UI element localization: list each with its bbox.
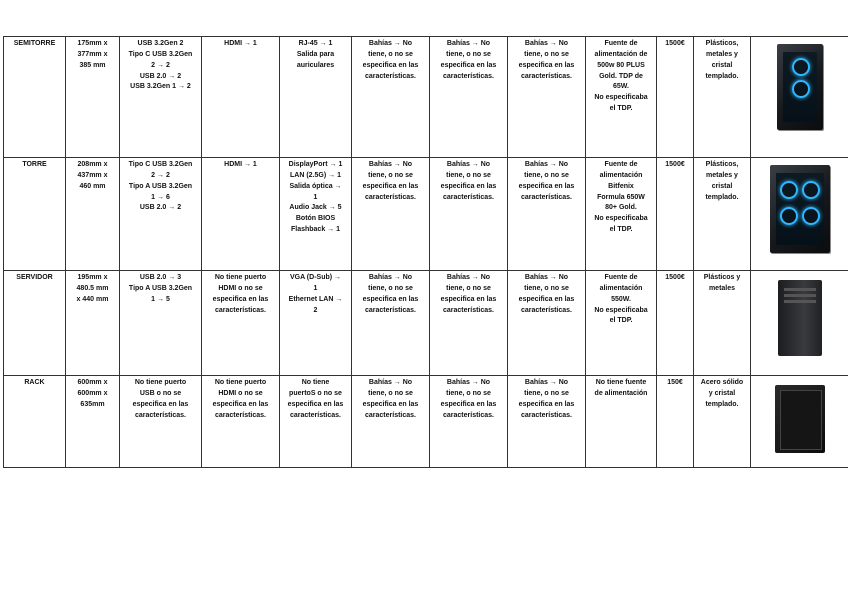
dimensions-cell: 208mm x 437mm x 460 mm — [66, 158, 120, 271]
product-image-cell — [751, 376, 848, 468]
case-type-cell: SEMITORRE — [4, 37, 66, 158]
power-supply-cell: Fuente de alimentación de 500w 80 PLUS Gold. TDP de 65W. No especificaba el TDP. — [586, 37, 657, 158]
other-ports-cell: DisplayPort → 1 LAN (2.5G) → 1 Salida óptica → 1 Audio Jack → 5 Botón BIOS Flashback → 1 — [280, 158, 352, 271]
rack-cabinet-image — [775, 385, 825, 453]
bays-cell: Bahías → No tiene, o no se especifica en las características. — [508, 37, 586, 158]
fan-icon — [792, 80, 810, 98]
bays-cell: Bahías → No tiene, o no se especifica en las características. — [430, 271, 508, 376]
case-glass-panel — [776, 173, 824, 245]
bays-cell: Bahías → No tiene, o no se especifica en las características. — [508, 158, 586, 271]
bays-cell: Bahías → No tiene, o no se especifica en las características. — [508, 271, 586, 376]
case-glass-panel — [783, 52, 817, 122]
product-image-cell — [751, 37, 848, 158]
dimensions-cell: 175mm x 377mm x 385 mm — [66, 37, 120, 158]
price-cell: 1500€ — [657, 271, 694, 376]
bays-cell: Bahías → No tiene, o no se especifica en las características. — [352, 158, 430, 271]
case-type-cell: SERVIDOR — [4, 271, 66, 376]
materials-cell: Plásticos y metales — [694, 271, 751, 376]
server-case-image — [778, 280, 822, 356]
drive-bay-icon — [784, 294, 816, 297]
fan-icon — [780, 207, 798, 225]
bays-cell: Bahías → No tiene, o no se especifica en las características. — [352, 376, 430, 468]
bays-cell: Bahías → No tiene, o no se especifica en las características. — [430, 376, 508, 468]
hdmi-cell: No tiene puerto HDMI o no se especifica en las características. — [202, 376, 280, 468]
table-row — [4, 376, 848, 468]
materials-cell: Plásticos, metales y cristal templado. — [694, 37, 751, 158]
bays-cell: Bahías → No tiene, o no se especifica en las características. — [352, 37, 430, 158]
semitower-case-image — [777, 44, 823, 130]
usb-ports-cell: USB 2.0 → 3 Tipo A USB 3.2Gen 1 → 5 — [120, 271, 202, 376]
other-ports-cell: RJ-45 → 1 Salida para auriculares — [280, 37, 352, 158]
usb-ports-cell: Tipo C USB 3.2Gen 2 → 2 Tipo A USB 3.2Gen 1 → 6 USB 2.0 → 2 — [120, 158, 202, 271]
dimensions-cell: 195mm x 480.5 mm x 440 mm — [66, 271, 120, 376]
other-ports-cell: VGA (D-Sub) → 1 Ethernet LAN → 2 — [280, 271, 352, 376]
case-type-cell: RACK — [4, 376, 66, 468]
drive-bay-icon — [784, 300, 816, 303]
table-row — [4, 37, 848, 158]
materials-cell: Acero sólido y cristal templado. — [694, 376, 751, 468]
rack-door — [780, 390, 822, 450]
spec-table — [3, 36, 848, 468]
fan-icon — [792, 58, 810, 76]
fan-icon — [780, 181, 798, 199]
case-type-cell: TORRE — [4, 158, 66, 271]
bays-cell: Bahías → No tiene, o no se especifica en las características. — [352, 271, 430, 376]
power-supply-cell: No tiene fuente de alimentación — [586, 376, 657, 468]
bays-cell: Bahías → No tiene, o no se especifica en las características. — [508, 376, 586, 468]
other-ports-cell: No tiene puertoS o no se especifica en las características. — [280, 376, 352, 468]
product-image-cell — [751, 158, 848, 271]
hdmi-cell: HDMI → 1 — [202, 158, 280, 271]
usb-ports-cell: USB 3.2Gen 2 Tipo C USB 3.2Gen 2 → 2 USB 2.0 → 2 USB 3.2Gen 1 → 2 — [120, 37, 202, 158]
product-image-cell — [751, 271, 848, 376]
hdmi-cell: No tiene puerto HDMI o no se especifica en las características. — [202, 271, 280, 376]
dimensions-cell: 600mm x 600mm x 635mm — [66, 376, 120, 468]
bays-cell: Bahías → No tiene, o no se especifica en las características. — [430, 37, 508, 158]
price-cell: 1500€ — [657, 158, 694, 271]
table-row — [4, 271, 848, 376]
hdmi-cell: HDMI → 1 — [202, 37, 280, 158]
spec-table-body — [4, 37, 848, 468]
power-supply-cell: Fuente de alimentación Bitfenix Formula 650W 80+ Gold. No especificaba el TDP. — [586, 158, 657, 271]
price-cell: 150€ — [657, 376, 694, 468]
materials-cell: Plásticos, metales y cristal templado. — [694, 158, 751, 271]
table-row — [4, 158, 848, 271]
fan-icon — [802, 207, 820, 225]
tower-case-image — [770, 165, 830, 253]
fan-icon — [802, 181, 820, 199]
bays-cell: Bahías → No tiene, o no se especifica en las características. — [430, 158, 508, 271]
power-supply-cell: Fuente de alimentación 550W. No especificaba el TDP. — [586, 271, 657, 376]
usb-ports-cell: No tiene puerto USB o no se especifica en las características. — [120, 376, 202, 468]
drive-bay-icon — [784, 288, 816, 291]
price-cell: 1500€ — [657, 37, 694, 158]
